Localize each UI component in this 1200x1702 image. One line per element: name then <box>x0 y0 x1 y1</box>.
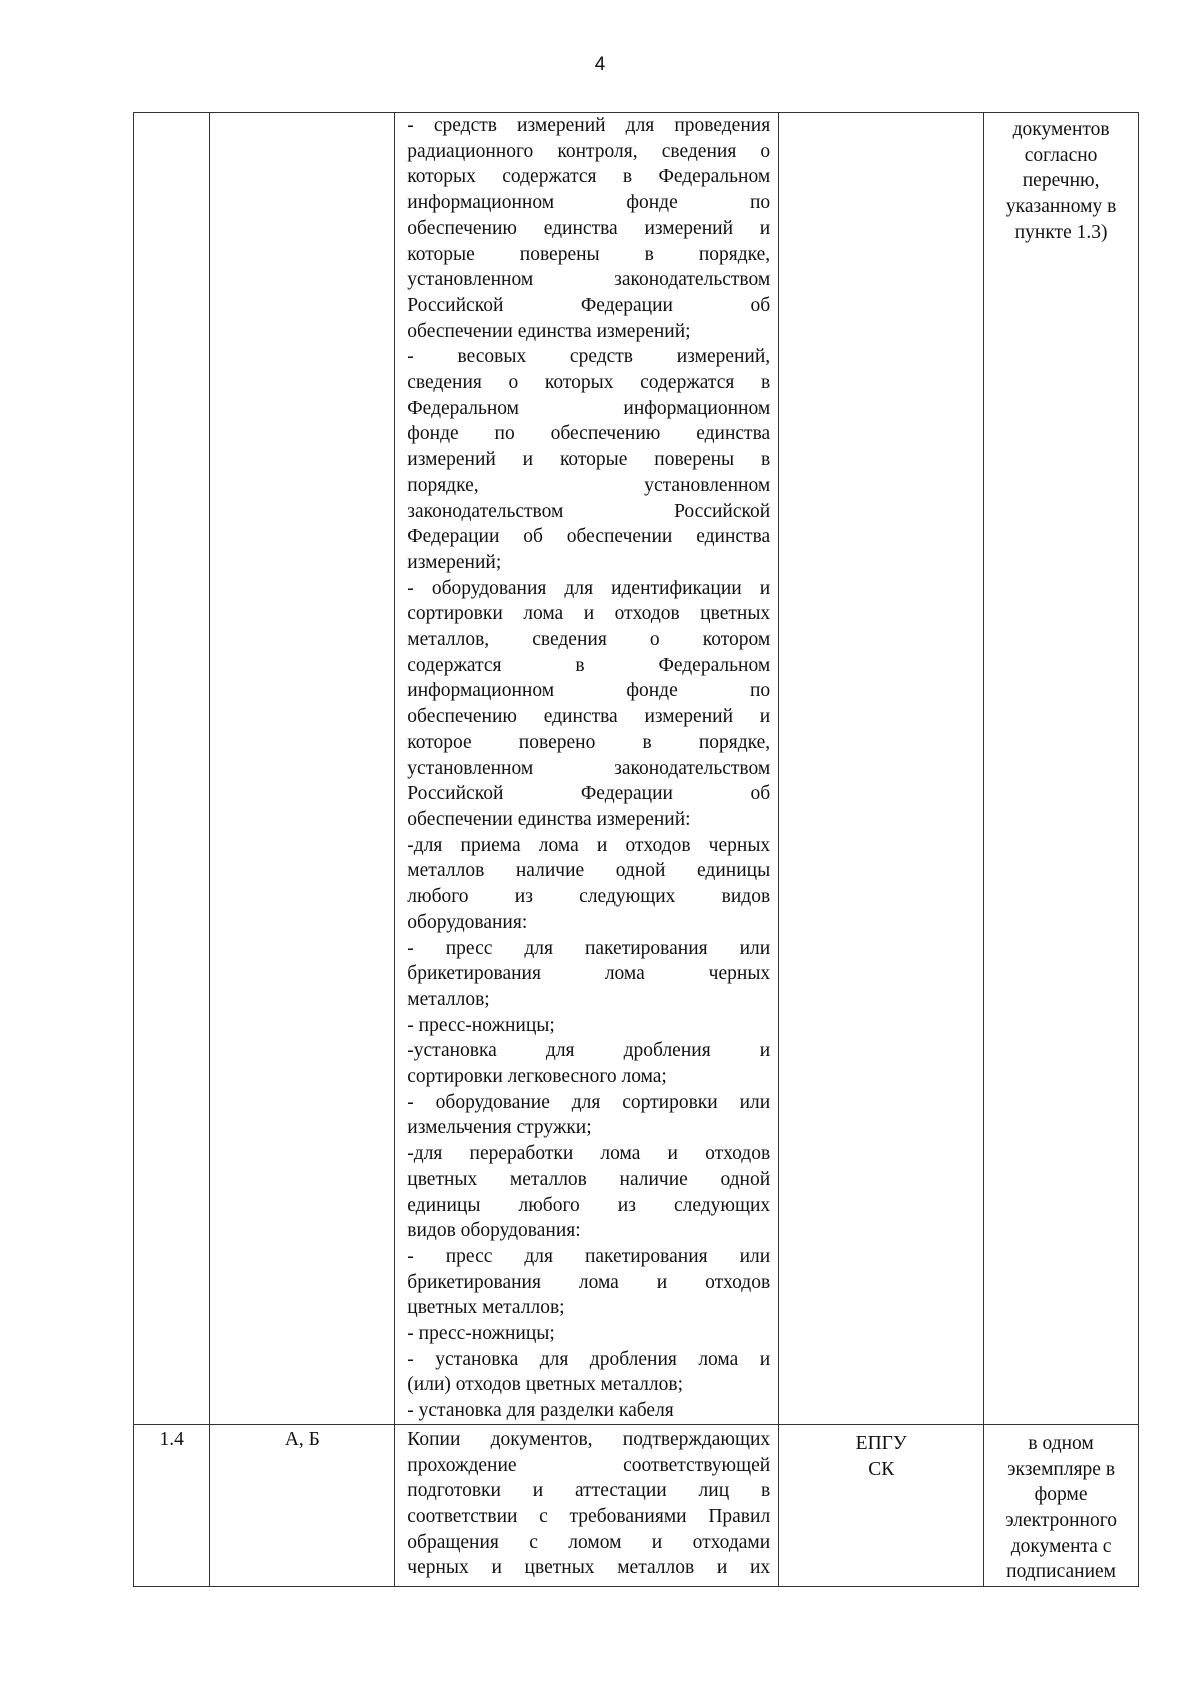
cell-source <box>779 113 984 1425</box>
description-line: оборудования: <box>407 911 528 933</box>
description-line: видов оборудования: <box>407 1220 581 1242</box>
description-line: (или) отходов цветных металлов; <box>407 1374 683 1396</box>
description-text <box>395 113 778 1424</box>
description-line: обеспечении единства измерений; <box>407 320 691 342</box>
format-line: подписанием <box>1006 1561 1117 1583</box>
cell-source <box>779 1424 984 1586</box>
description-line: единицы любого из следующих <box>407 1194 771 1216</box>
format-line: документов <box>1012 119 1110 140</box>
description-line: измерений; <box>407 551 502 573</box>
description-line: установленном законодательством <box>407 757 771 779</box>
row-code: А, Б <box>284 1428 320 1450</box>
description-line: которое поверено в порядке, <box>407 731 771 753</box>
description-line: - весовых средств измерений, <box>407 346 771 368</box>
description-line: брикетирования лома черных <box>407 963 771 985</box>
description-line: - пресс-ножницы; <box>407 1323 555 1345</box>
description-line: которых содержатся в Федеральном <box>407 166 771 188</box>
format-line: электронного <box>1005 1509 1117 1531</box>
description-line: которые поверены в порядке, <box>407 243 771 265</box>
format-text <box>984 113 1138 246</box>
description-line: обеспечению единства измерений и <box>407 706 771 728</box>
description-line: Федеральном информационном <box>407 397 771 419</box>
description-line: цветных металлов; <box>407 1297 565 1319</box>
description-line: сортировки легковесного лома; <box>407 1066 667 1088</box>
description-line: любого из следующих видов <box>407 886 771 908</box>
description-text <box>395 1427 778 1581</box>
format-line: экземпляре в <box>1007 1458 1116 1480</box>
cell-number <box>134 113 210 1425</box>
description-line: - пресс для пакетирования или <box>407 937 771 959</box>
description-line: прохождение соответствующей <box>407 1454 771 1476</box>
table-row-1-4 <box>134 1424 1139 1586</box>
cell-description <box>395 113 779 1425</box>
format-line: в одном <box>1028 1432 1094 1454</box>
description-line: брикетирования лома и отходов <box>407 1271 771 1293</box>
description-line: содержатся в Федеральном <box>407 654 771 676</box>
description-line: подготовки и аттестации лиц в <box>407 1480 771 1502</box>
description-line: металлов; <box>407 988 490 1010</box>
description-line: измерений и которые поверены в <box>407 449 771 471</box>
cell-code <box>210 113 395 1425</box>
cell-number <box>134 1424 210 1586</box>
description-line: -установка для дробления и <box>407 1040 771 1062</box>
format-line: согласно <box>1024 144 1098 166</box>
format-line: пункте 1.3) <box>1014 221 1108 243</box>
description-line: соответствии с требованиями Правил <box>407 1505 771 1527</box>
requirements-table <box>133 112 1139 1587</box>
description-line: сортировки лома и отходов цветных <box>407 603 771 625</box>
description-line: Копии документов, подтверждающих <box>407 1428 771 1450</box>
description-line: порядке, установленном <box>407 474 771 496</box>
cell-format <box>984 113 1139 1425</box>
cell-code <box>210 1424 395 1586</box>
format-text <box>984 1431 1138 1585</box>
page-number: 4 <box>594 54 606 75</box>
description-line: цветных металлов наличие одной <box>407 1168 771 1190</box>
description-line: законодательством Российской <box>407 500 771 522</box>
table-row-continuation <box>134 113 1139 1425</box>
format-line: форме <box>1034 1484 1088 1506</box>
description-line: металлов наличие одной единицы <box>407 860 771 882</box>
description-line: обращения с ломом и отходами <box>407 1531 771 1553</box>
description-line: - средств измерений для проведения <box>407 115 771 136</box>
description-line: - установка для дробления лома и <box>407 1348 771 1370</box>
description-line: черных и цветных металлов и их <box>407 1557 771 1579</box>
cell-description <box>395 1424 779 1586</box>
description-line: - пресс-ножницы; <box>407 1014 555 1036</box>
description-line: обеспечении единства измерений: <box>407 808 691 830</box>
description-line: радиационного контроля, сведения о <box>407 140 771 162</box>
description-line: информационном фонде по <box>407 680 771 702</box>
description-line: -для приема лома и отходов черных <box>407 834 771 856</box>
description-line: информационном фонде по <box>407 192 771 214</box>
description-line: фонде по обеспечению единства <box>407 423 771 445</box>
description-line: -для переработки лома и отходов <box>407 1143 771 1165</box>
description-line: Российской Федерации об <box>407 294 771 316</box>
description-line: - оборудование для сортировки или <box>407 1091 771 1113</box>
description-line: Федерации об обеспечении единства <box>407 526 771 548</box>
format-line: указанному в <box>1005 196 1117 218</box>
format-line: перечню, <box>1022 170 1100 192</box>
description-line: Российской Федерации об <box>407 783 771 805</box>
format-line: документа с <box>1010 1535 1112 1557</box>
description-line: обеспечению единства измерений и <box>407 217 771 239</box>
cell-format <box>984 1424 1139 1586</box>
source-text <box>779 1431 983 1482</box>
description-line: сведения о которых содержатся в <box>407 372 771 394</box>
description-line: - установка для разделки кабеля <box>407 1400 674 1422</box>
source-line: ЕПГУ <box>855 1432 907 1454</box>
row-number: 1.4 <box>159 1428 184 1450</box>
description-line: установленном законодательством <box>407 269 771 291</box>
description-line: - оборудования для идентификации и <box>407 577 771 599</box>
description-line: измельчения стружки; <box>407 1117 592 1139</box>
description-line: металлов, сведения о котором <box>407 629 771 651</box>
description-line: - пресс для пакетирования или <box>407 1245 771 1267</box>
source-line: СК <box>868 1458 895 1480</box>
